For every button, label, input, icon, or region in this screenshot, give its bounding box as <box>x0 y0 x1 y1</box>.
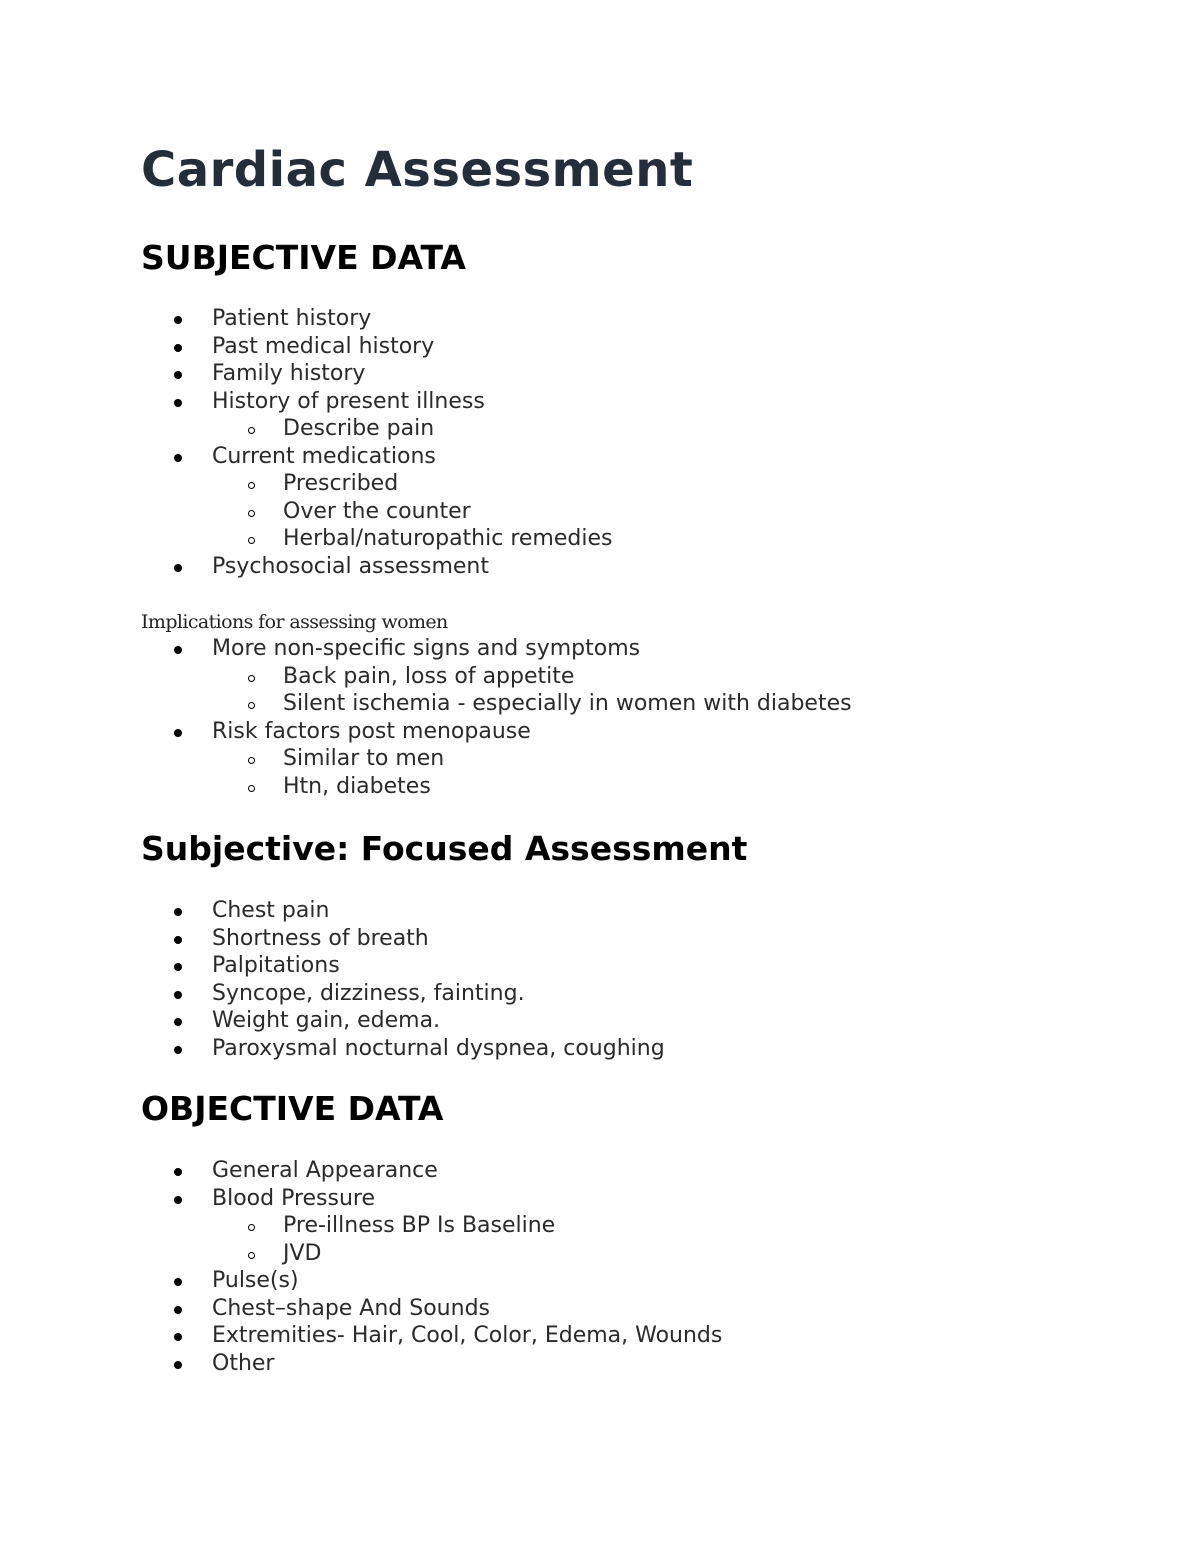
section-heading-focused-assessment: Subjective: Focused Assessment <box>141 829 748 868</box>
page-title: Cardiac Assessment <box>141 142 694 198</box>
hollow-bullet-icon <box>248 785 255 792</box>
section-heading-objective-data: OBJECTIVE DATA <box>141 1089 444 1128</box>
bullet-icon <box>174 1196 182 1204</box>
bullet-icon <box>174 1306 182 1314</box>
bullet-icon <box>174 646 182 654</box>
hollow-bullet-icon <box>248 510 255 517</box>
bullet-icon <box>174 963 182 971</box>
bullet-icon <box>174 454 182 462</box>
bullet-icon <box>174 564 182 572</box>
bullet-icon <box>174 1333 182 1341</box>
bullet-icon <box>174 1278 182 1286</box>
bullet-icon <box>174 1361 182 1369</box>
hollow-bullet-icon <box>248 757 255 764</box>
hollow-bullet-icon <box>248 537 255 544</box>
bullet-icon <box>174 991 182 999</box>
bullet-icon <box>174 399 182 407</box>
bullet-icon <box>174 729 182 737</box>
bullet-icon <box>174 1046 182 1054</box>
section-heading-subjective-data: SUBJECTIVE DATA <box>141 238 466 277</box>
hollow-bullet-icon <box>248 1224 255 1231</box>
bullet-icon <box>174 344 182 352</box>
bullet-icon <box>174 1168 182 1176</box>
hollow-bullet-icon <box>248 482 255 489</box>
hollow-bullet-icon <box>248 702 255 709</box>
bullet-icon <box>174 371 182 379</box>
hollow-bullet-icon <box>248 675 255 682</box>
hollow-bullet-icon <box>248 1252 255 1259</box>
bullet-icon <box>174 908 182 916</box>
hollow-bullet-icon <box>248 427 255 434</box>
bullet-icon <box>174 1018 182 1026</box>
bullet-icon <box>174 316 182 324</box>
bullet-icon <box>174 936 182 944</box>
women-implications-label: Implications for assessing women <box>141 611 448 633</box>
